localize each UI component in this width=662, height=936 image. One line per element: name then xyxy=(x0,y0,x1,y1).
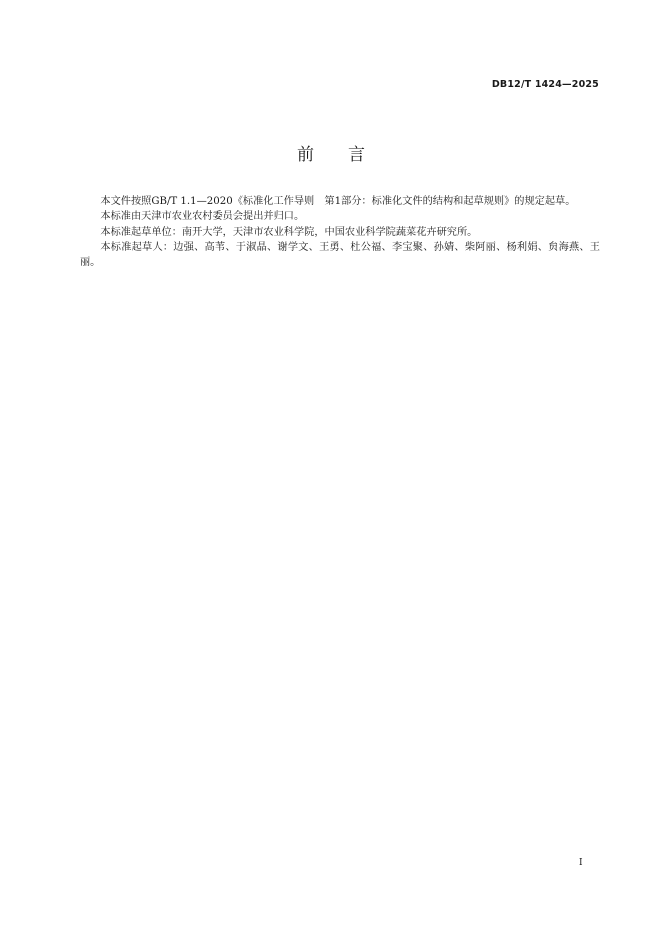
title-char-right: 言 xyxy=(348,145,365,165)
paragraph-proposer: 本标准由天津市农业农村委员会提出并归口。 xyxy=(100,211,305,223)
paragraph-drafting-units: 本标准起草单位：南开大学，天津市农业科学院，中国农业科学院蔬菜花卉研究所。 xyxy=(100,226,478,238)
page-number: I xyxy=(579,858,583,868)
document-code: DB12/T 1424—2025 xyxy=(491,79,599,90)
paragraph-drafting-basis: 本文件按照GB/T 1.1—2020《标准化工作导则 第1部分：标准化文件的结构和起草规则》的规定起草。 xyxy=(100,196,576,207)
title-char-left: 前 xyxy=(297,145,314,165)
foreword-body xyxy=(80,194,600,270)
page-title xyxy=(0,140,662,165)
paragraph-drafters: 本标准起草人：边强、高苇、于淑晶、谢学文、王勇、杜公福、李宝聚、孙婧、柴阿丽、杨利娟、贠海燕、王丽。 xyxy=(80,241,600,269)
